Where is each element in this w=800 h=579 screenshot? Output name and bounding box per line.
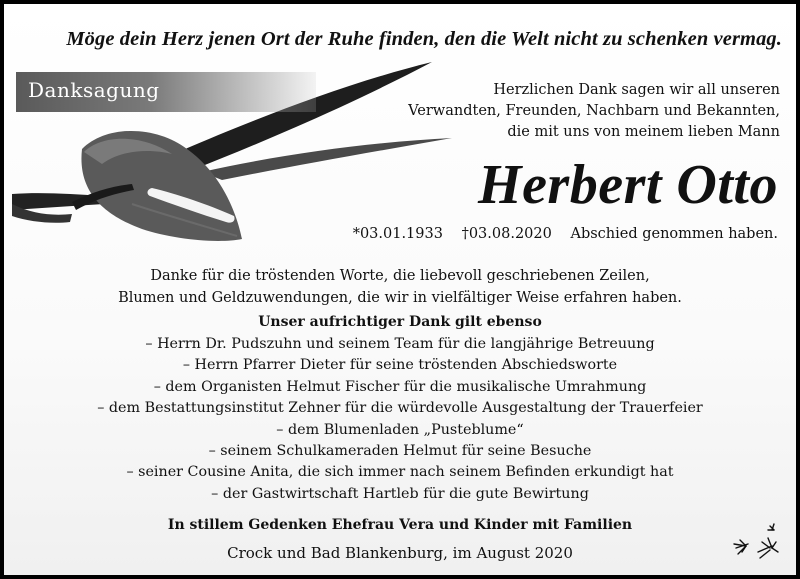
- list-item: – dem Blumenladen „Pusteblume“: [276, 421, 524, 438]
- list-item: – dem Bestattungsinstitut Zehner für die würdevolle Ausgestaltung der Trauerfeier: [97, 400, 703, 417]
- thanks-list-title: Unser aufrichtiger Dank gilt ebenso: [258, 314, 542, 330]
- motto-line: Möge dein Herz jenen Ort der Ruhe finden, den die Welt nicht zu schenken vermag.: [66, 28, 782, 50]
- closing-signature: In stillem Gedenken Ehefrau Vera und Kinder mit Familien: [167, 517, 633, 533]
- thanks-intro: [4, 265, 796, 309]
- list-item: – der Gastwirtschaft Hartleb für die gute Bewirtung: [211, 485, 589, 502]
- list-item: – Herrn Pfarrer Dieter für seine tröstenden Abschiedsworte: [182, 357, 618, 374]
- thanks-line: Danke für die tröstenden Worte, die liebevoll geschriebenen Zeilen,: [150, 268, 650, 284]
- life-dates: [353, 226, 778, 242]
- list-item: – Herrn Dr. Pudszuhn und seinem Team für die langjährige Betreuung: [145, 336, 655, 352]
- intro-line: Herzlichen Dank sagen wir all unseren: [493, 82, 780, 98]
- banner-label: Danksagung: [28, 78, 160, 102]
- death-date: †03.08.2020: [461, 226, 552, 242]
- birth-date: *03.01.1933: [352, 226, 443, 242]
- thanks-line: Blumen und Geldzuwendungen, die wir in vielfältiger Weise erfahren haben.: [118, 290, 682, 306]
- intro-line: die mit uns von meinem lieben Mann: [507, 124, 780, 140]
- intro-text: [340, 80, 780, 143]
- list-item: – dem Organisten Helmut Fischer für die musikalische Umrahmung: [153, 378, 647, 395]
- list-item: – seinem Schulkameraden Helmut für seine Besuche: [208, 443, 592, 460]
- leaf-ornament-icon: [732, 522, 784, 562]
- deceased-name: Herbert Otto: [478, 154, 778, 216]
- farewell-text: Abschied genommen haben.: [570, 226, 778, 242]
- place-date: Crock und Bad Blankenburg, im August 2020: [227, 544, 573, 562]
- intro-line: Verwandten, Freunden, Nachbarn und Bekannten,: [408, 103, 780, 119]
- banner: [16, 72, 316, 112]
- list-item: – seiner Cousine Anita, die sich immer nach seinem Befinden erkundigt hat: [126, 464, 674, 481]
- thanks-list: [4, 334, 796, 505]
